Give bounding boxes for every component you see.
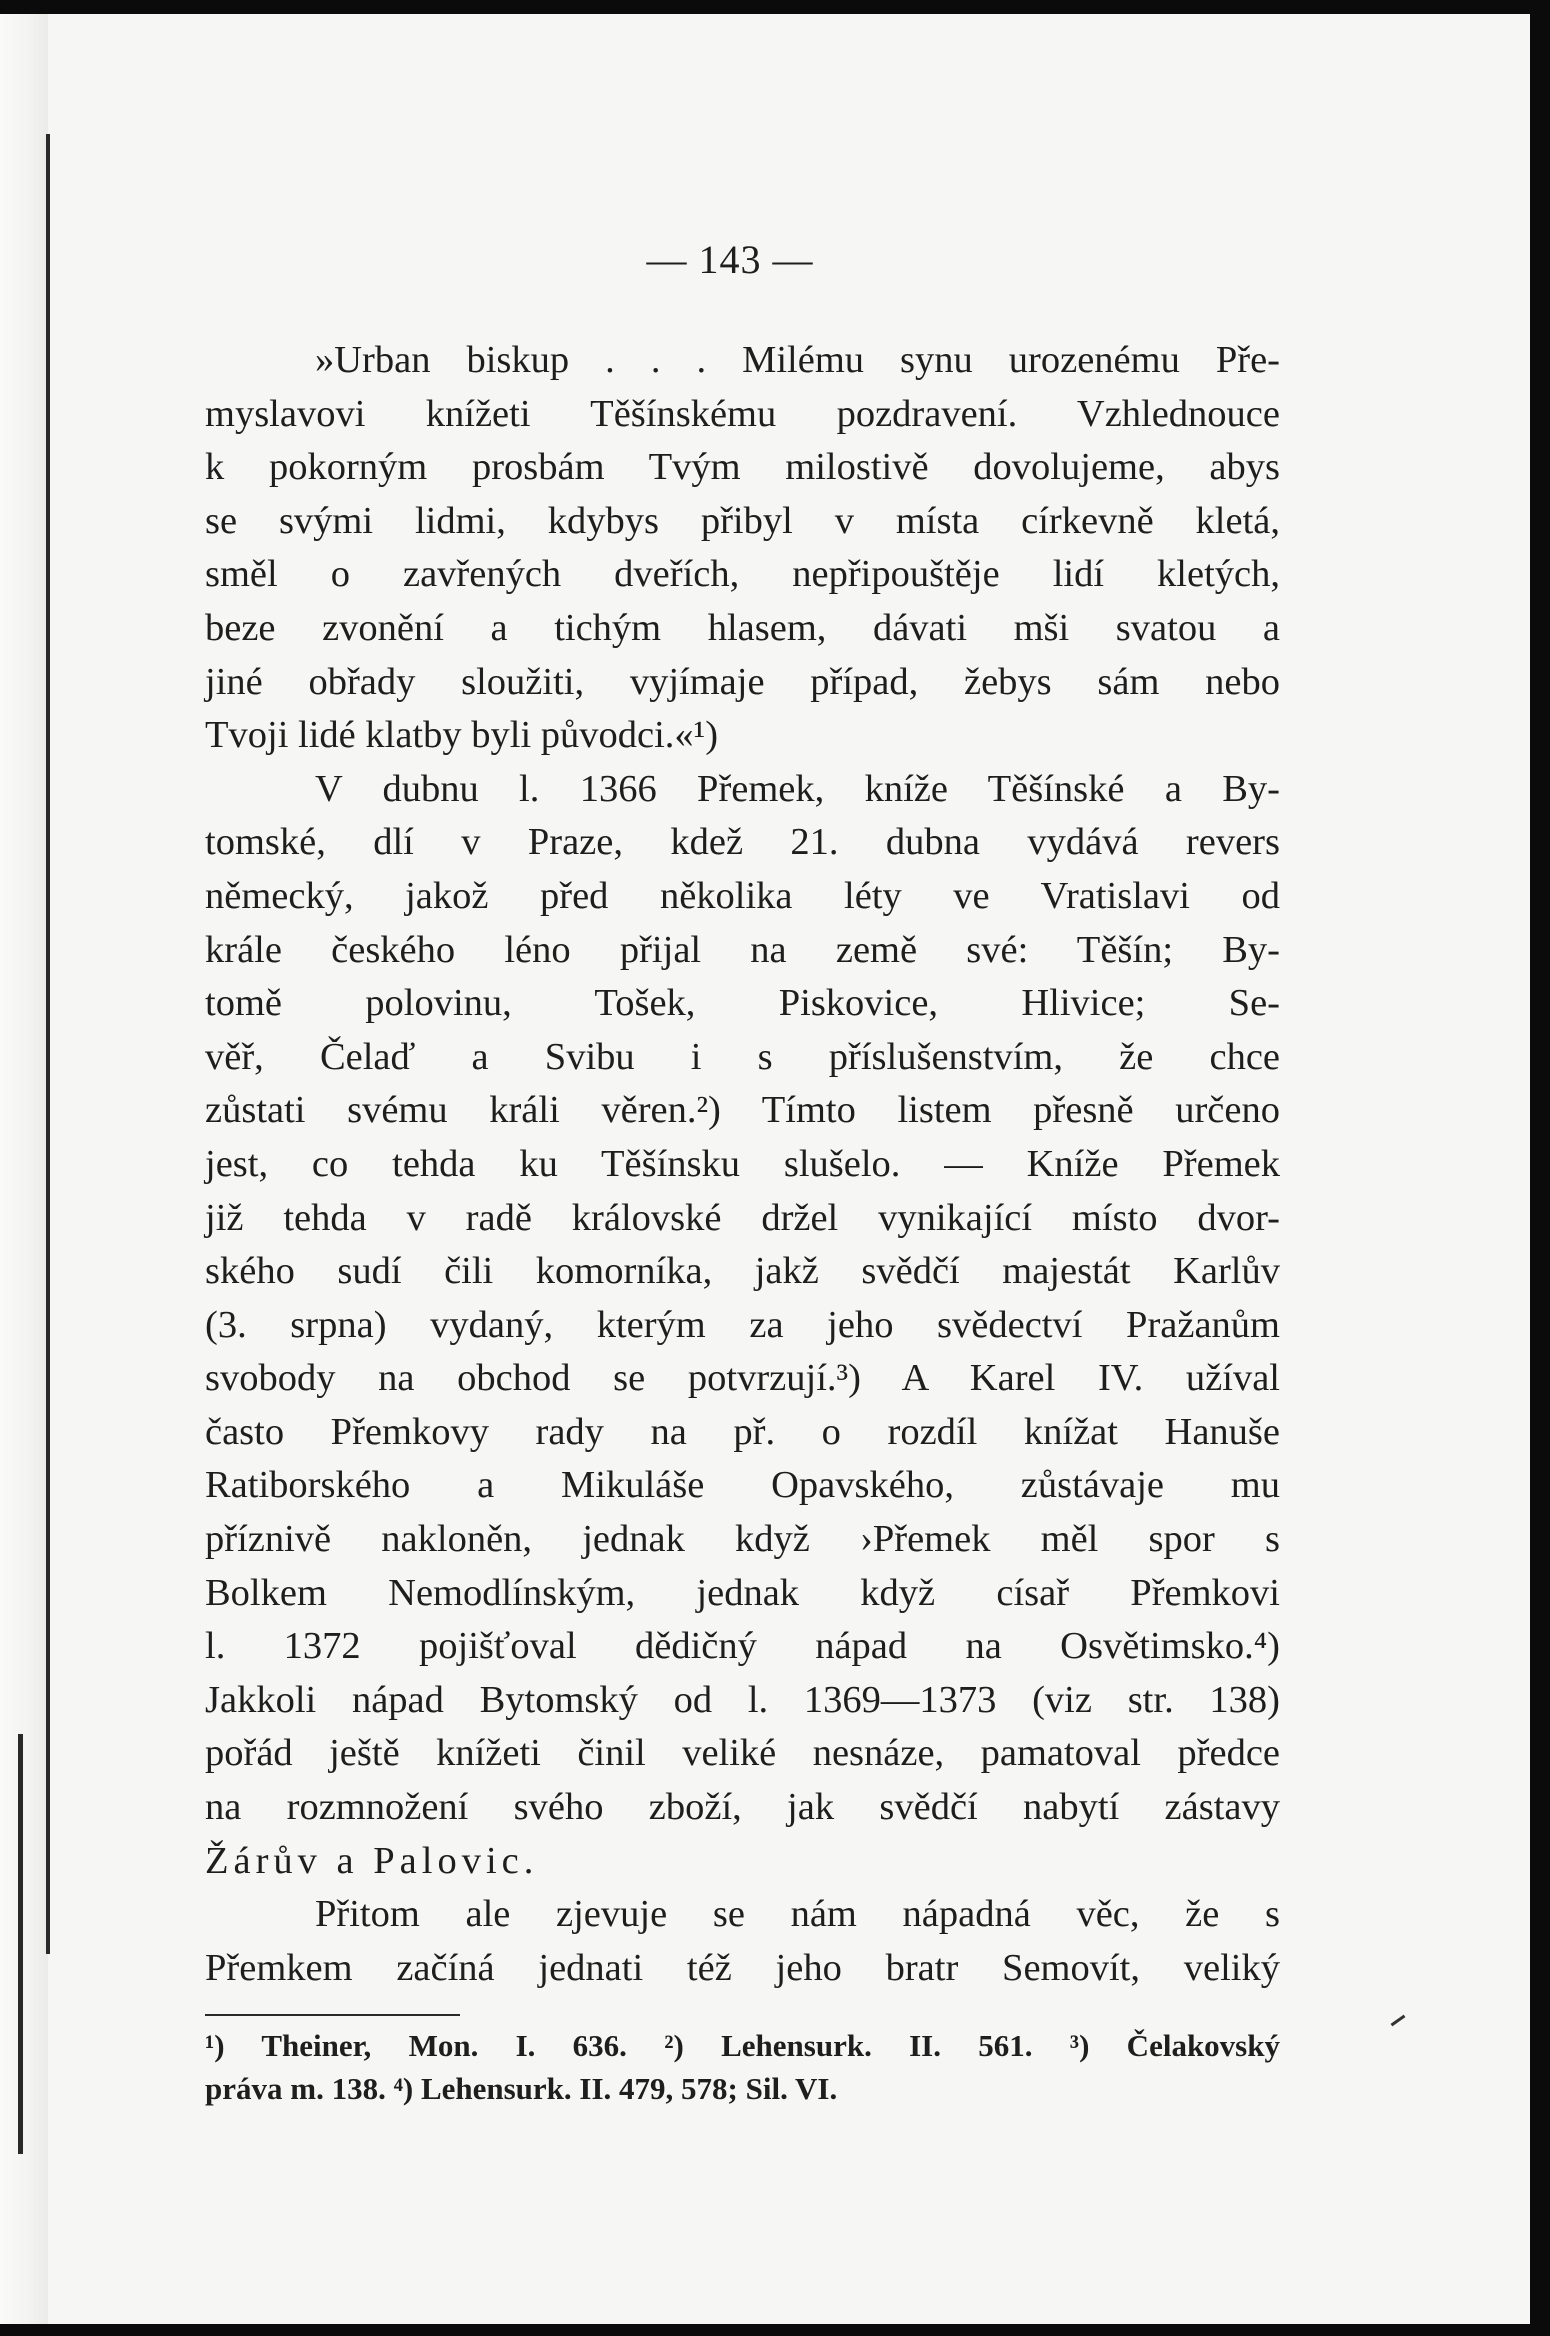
footnote-rule xyxy=(205,2014,460,2016)
binding-edge xyxy=(0,14,48,2324)
text-line: jiné obřady sloužiti, vyjímaje případ, žebys sám nebo xyxy=(205,660,1280,703)
text-line: již tehda v radě královské držel vynikající místo dvor- xyxy=(205,1196,1280,1239)
text-line: svobody na obchod se potvrzují.³) A Karel IV. užíval xyxy=(205,1357,1280,1400)
book-page xyxy=(0,14,1530,2324)
text-line: příznivě nakloněn, jednak když ›Přemek měl spor s xyxy=(205,1518,1280,1561)
text-line: tomské, dlí v Praze, kdež 21. dubna vydává revers xyxy=(205,821,1280,864)
text-line: německý, jakož před několika léty ve Vratislavi od xyxy=(205,874,1280,917)
text-line: tomě polovinu, Tošek, Piskovice, Hlivice; Se- xyxy=(205,982,1280,1025)
text-line: zůstati svému králi věren.²) Tímto listem přesně určeno xyxy=(205,1089,1280,1132)
page-number: — 143 — xyxy=(646,237,814,282)
text-line: směl o zavřených dveřích, nepřipouštěje lidí kletých, xyxy=(205,553,1280,596)
binding-line-lower xyxy=(18,1734,23,2154)
text-line: l. 1372 pojišťoval dědičný nápad na Osvětimsko.⁴) xyxy=(205,1625,1280,1668)
text-line: pořád ještě knížeti činil veliké nesnáze, pamatoval předce xyxy=(205,1732,1280,1775)
paragraph-3 xyxy=(205,1888,1280,1995)
text-line: Ratiborského a Mikuláše Opavského, zůstávaje mu xyxy=(205,1464,1280,1507)
text-line: se svými lidmi, kdybys přibyl v místa církevně kletá, xyxy=(205,499,1280,542)
text-line: beze zvonění a tichým hlasem, dávati mši svatou a xyxy=(205,606,1280,649)
paragraph-2 xyxy=(205,763,1280,1888)
text-line: »Urban biskup . . . Milému synu urozenému Pře- xyxy=(315,339,1280,381)
text-line: k pokorným prosbám Tvým milostivě dovolujeme, abys xyxy=(205,446,1280,489)
text-line: V dubnu l. 1366 Přemek, kníže Těšínské a By- xyxy=(315,767,1280,810)
text-line: jest, co tehda ku Těšínsku slušelo. — Kníže Přemek xyxy=(205,1142,1280,1185)
text-line: ského sudí čili komorníka, jakž svědčí majestát Karlův xyxy=(205,1250,1280,1293)
paragraph-1 xyxy=(205,334,1280,763)
text-line: myslavovi knížeti Těšínskému pozdravení. Vzhlednouce xyxy=(205,392,1280,435)
text-line: Žárův a Palovic. xyxy=(205,1839,539,1882)
text-line: na rozmnožení svého zboží, jak svědčí nabytí zástavy xyxy=(205,1786,1280,1829)
text-line: Přemkem začíná jednati též jeho bratr Semovít, veliký xyxy=(205,1946,1280,1989)
text-line: krále českého léno přijal na země své: Těšín; By- xyxy=(205,928,1280,971)
text-line: Tvoji lidé klatby byli původci.«¹) xyxy=(205,714,719,757)
binding-line xyxy=(46,134,50,1954)
text-line: (3. srpna) vydaný, kterým za jeho svědectví Pražanům xyxy=(205,1303,1280,1346)
footnote-line: práva m. 138. ⁴) Lehensurk. II. 479, 578; Sil. VI. xyxy=(205,2071,838,2106)
margin-mark xyxy=(1391,2015,1406,2027)
footnotes xyxy=(205,2024,1280,2110)
body-text xyxy=(205,334,1280,1995)
text-line: Jakkoli nápad Bytomský od l. 1369—1373 (viz str. 138) xyxy=(205,1678,1280,1721)
footnote-line: ¹) Theiner, Mon. I. 636. ²) Lehensurk. II. 561. ³) Čelakovský xyxy=(205,2028,1280,2063)
text-line: věř, Čelaď a Svibu i s příslušenstvím, že chce xyxy=(205,1035,1280,1078)
text-line: Přitom ale zjevuje se nám nápadná věc, že s xyxy=(315,1893,1280,1936)
text-line: často Přemkovy rady na př. o rozdíl knížat Hanuše xyxy=(205,1410,1280,1453)
text-line: Bolkem Nemodlínským, jednak když císař Přemkovi xyxy=(205,1571,1280,1614)
